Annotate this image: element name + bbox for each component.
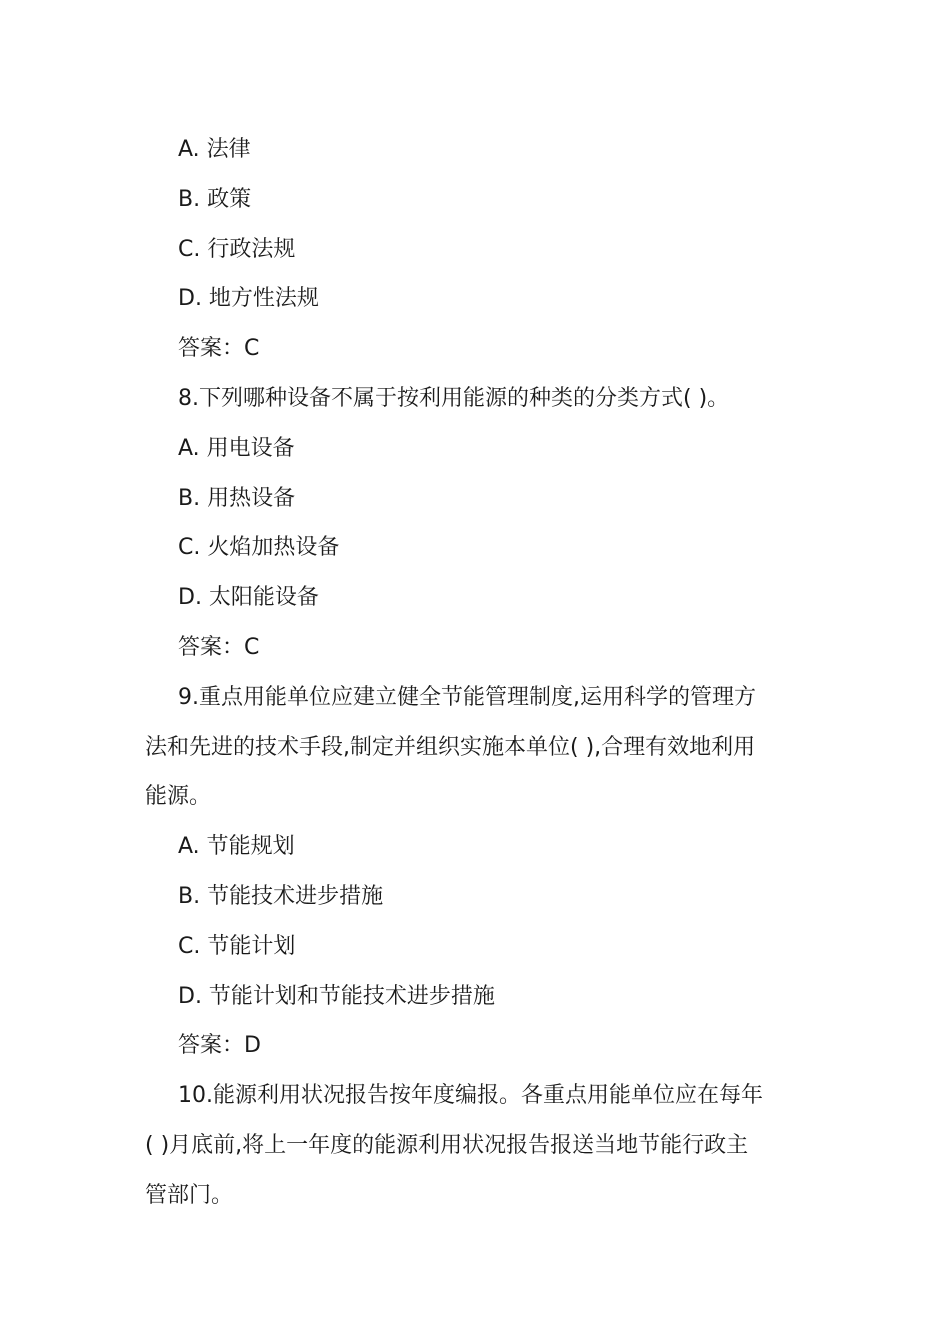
q9-question-line-1: 9.重点用能单位应建立健全节能管理制度,运用科学的管理方 — [178, 684, 756, 710]
q9-answer: 答案：D — [178, 1033, 261, 1059]
q8-question: 8.下列哪种设备不属于按利用能源的种类的分类方式( )。 — [178, 385, 730, 411]
q7-option-a: A. 法律 — [178, 137, 251, 162]
document-content — [145, 125, 810, 1221]
q9-option-b: B. 节能技术进步措施 — [178, 883, 384, 909]
q9-option-c: C. 节能计划 — [178, 933, 296, 959]
q7-option-d: D. 地方性法规 — [178, 286, 319, 312]
q7-option-c: C. 行政法规 — [178, 236, 296, 262]
q9-option-d: D. 节能计划和节能技术进步措施 — [178, 983, 495, 1009]
q10-question-line-3: 管部门。 — [145, 1182, 234, 1208]
q8-option-a: A. 用电设备 — [178, 435, 295, 461]
q9-question-line-3: 能源。 — [145, 784, 212, 810]
q9-question — [145, 673, 810, 822]
q8-answer: 答案：C — [178, 634, 260, 660]
q10-question — [145, 1071, 810, 1220]
q7-option-b: B. 政策 — [178, 186, 252, 212]
q8-option-b: B. 用热设备 — [178, 485, 296, 511]
q9-question-line-2: 法和先进的技术手段,制定并组织实施本单位( ),合理有效地利用 — [145, 734, 756, 760]
q9-option-a: A. 节能规划 — [178, 834, 295, 860]
q7-answer: 答案：C — [178, 336, 260, 362]
q10-question-line-1: 10.能源利用状况报告按年度编报。各重点用能单位应在每年 — [178, 1083, 763, 1109]
q8-option-c: C. 火焰加热设备 — [178, 535, 340, 561]
q10-question-line-2: ( )月底前,将上一年度的能源利用状况报告报送当地节能行政主 — [145, 1132, 749, 1158]
q8-option-d: D. 太阳能设备 — [178, 585, 319, 611]
